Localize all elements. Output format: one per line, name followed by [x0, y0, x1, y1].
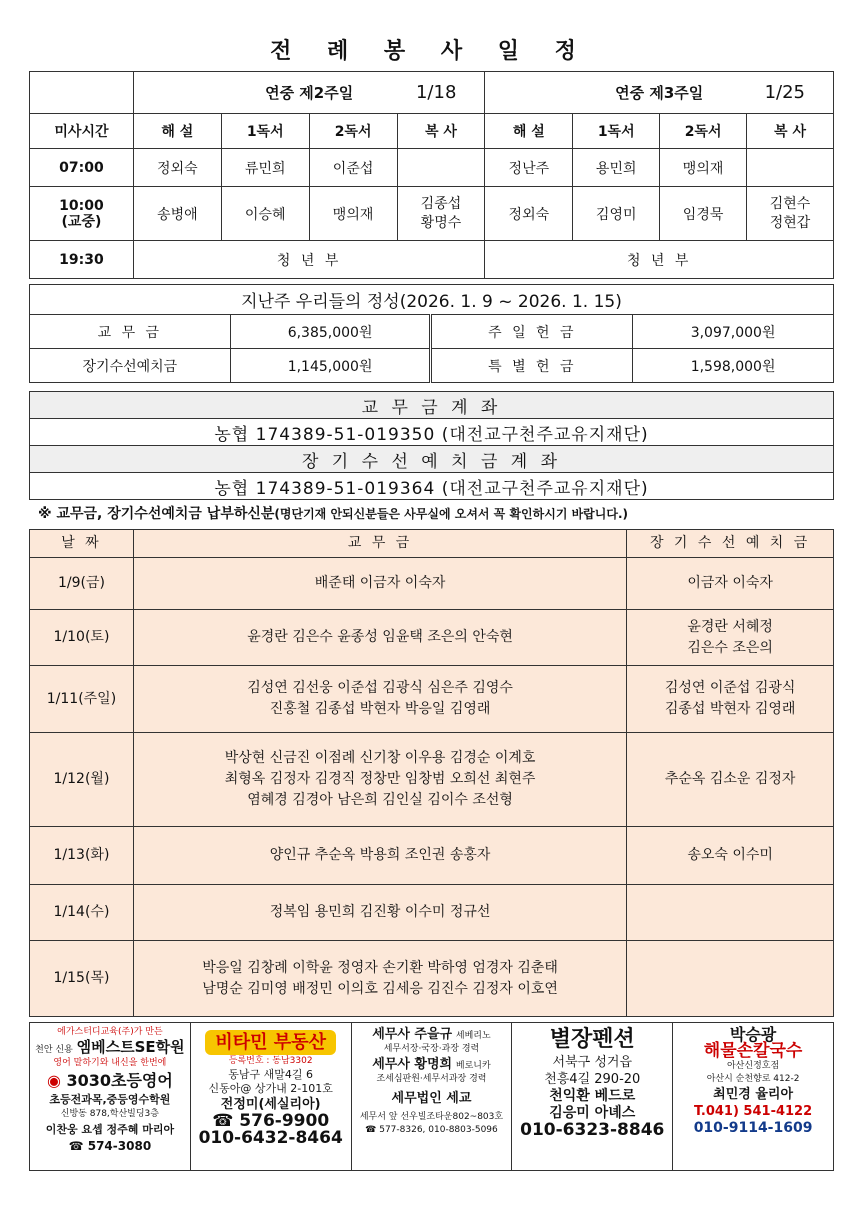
- donor-date: 1/11(주일): [30, 666, 134, 733]
- donor-date: 1/15(목): [30, 941, 134, 1017]
- col-date: 날 짜: [30, 530, 134, 558]
- donor-tithe: 윤경란 김은수 윤종성 임윤택 조은의 안숙현: [133, 610, 626, 666]
- academy-logo-icon: ◉: [46, 1071, 61, 1090]
- ad-realestate: 비타민 부동산 등록번호 : 동남3302 동남구 새말4길 6 신동아@ 상가내 2-101호 전정미(세실리아) ☎ 576-9900 010-6432-8464: [190, 1023, 351, 1171]
- cell: 류민희: [221, 149, 309, 187]
- col-time: 미사시간: [30, 114, 134, 149]
- col-reading2: 2독서: [309, 114, 397, 149]
- cell: 이준섭: [309, 149, 397, 187]
- col-reading1: 1독서: [221, 114, 309, 149]
- donor-date: 1/10(토): [30, 610, 134, 666]
- week2-header: 연중 제3주일 1/25: [485, 72, 834, 114]
- donor-repair: 추순옥 김소운 김정자: [627, 733, 834, 827]
- donor-date: 1/13(화): [30, 827, 134, 885]
- account-number: 농협 174389-51-019364 (대전교구천주교유지재단): [30, 473, 834, 500]
- account-number: 농협 174389-51-019350 (대전교구천주교유지재단): [30, 419, 834, 446]
- col-commentary: 해 설: [133, 114, 221, 149]
- donor-notice: ※ 교무금, 장기수선예치금 납부하신분(명단기재 안되신분들은 사무실에 오셔서 꼭 확인하시기 바랍니다.): [38, 506, 629, 522]
- cell: 임경묵: [660, 187, 747, 241]
- week1-header: 연중 제2주일 1/18: [133, 72, 485, 114]
- cell: 이승혜: [221, 187, 309, 241]
- cell: 맹의재: [660, 149, 747, 187]
- offering-label: 주 일 헌 금: [431, 315, 633, 349]
- empty-corner: [30, 72, 134, 114]
- offering-value: 6,385,000원: [230, 315, 431, 349]
- offering-label: 교 무 금: [30, 315, 231, 349]
- donor-tithe: 박상현 신금진 이점례 신기창 이우용 김경순 이계호 최형옥 김정자 김경직 정창만 임창범 오희선 최현주 염혜경 김경아 남은희 김인실 김이수 조선형: [133, 733, 626, 827]
- donor-repair: 이금자 이숙자: [627, 558, 834, 610]
- account-title: 교 무 금 계 좌: [30, 392, 834, 419]
- donor-repair: [627, 885, 834, 941]
- cell: [397, 149, 485, 187]
- cell: 김종섭 황명수: [397, 187, 485, 241]
- col-repair-fund: 장 기 수 선 예 치 금: [627, 530, 834, 558]
- mass-time: 19:30: [30, 241, 134, 279]
- donor-tithe: 김성연 김선웅 이준섭 김광식 심은주 김영수 진홍철 김종섭 박현자 박응일 김영래: [133, 666, 626, 733]
- ad-academy: 에가스터디교육(주)가 만든 천안 신용 엠베스트SE학원 영어 말하기와 내신을 한번에 ◉ 3030초등영어 초등전과목,중등영수학원 신방동 878,학산빌딩3층 이찬웅 요셉 정주혜 마리아 ☎ 574-3080: [30, 1023, 191, 1171]
- cell: 용민희: [573, 149, 660, 187]
- offering-label: 장기수선예치금: [30, 349, 231, 383]
- account-table: [29, 391, 834, 500]
- cell: 송병애: [133, 187, 221, 241]
- cell: 정외숙: [133, 149, 221, 187]
- donor-date: 1/14(수): [30, 885, 134, 941]
- liturgy-schedule-table: [29, 71, 834, 279]
- cell: 김영미: [573, 187, 660, 241]
- offering-value: 1,598,000원: [633, 349, 834, 383]
- donor-repair: 김성연 이준섭 김광식 김종섭 박현자 김영래: [627, 666, 834, 733]
- cell: 정난주: [485, 149, 573, 187]
- col-commentary: 해 설: [485, 114, 573, 149]
- cell: 정외숙: [485, 187, 573, 241]
- ad-pension: 별장펜션 서북구 성거읍 천흥4길 290-20 천익환 베드로 김응미 아녜스 010-6323-8846: [512, 1023, 673, 1171]
- offering-value: 1,145,000원: [230, 349, 431, 383]
- donor-repair: 송오숙 이수미: [627, 827, 834, 885]
- donor-date: 1/9(금): [30, 558, 134, 610]
- donor-repair: 윤경란 서혜정 김은수 조은의: [627, 610, 834, 666]
- donor-tithe: 양인규 추순옥 박용희 조인권 송홍자: [133, 827, 626, 885]
- offering-title: 지난주 우리들의 정성(2026. 1. 9 ~ 2026. 1. 15): [30, 285, 834, 315]
- donor-table: [29, 529, 834, 1017]
- mass-time: 10:00 (교중): [30, 187, 134, 241]
- ad-noodle: 박승광 해물손칼국수 아산신정호점 아산시 순천향로 412-2 최민경 율리아 T.041) 541-4122 010-9114-1609: [673, 1023, 834, 1171]
- donor-date: 1/12(월): [30, 733, 134, 827]
- col-reading2: 2독서: [660, 114, 747, 149]
- offering-table: [29, 284, 834, 383]
- col-server: 복 사: [397, 114, 485, 149]
- youth-cell: 청 년 부: [485, 241, 834, 279]
- col-reading1: 1독서: [573, 114, 660, 149]
- account-title: 장 기 수 선 예 치 금 계 좌: [30, 446, 834, 473]
- cell: 김현수 정현갑: [747, 187, 834, 241]
- ads-table: [29, 1022, 834, 1171]
- cell: 맹의재: [309, 187, 397, 241]
- donor-tithe: 정복임 용민희 김진황 이수미 정규선: [133, 885, 626, 941]
- col-tithe: 교 무 금: [133, 530, 626, 558]
- donor-repair: [627, 941, 834, 1017]
- col-server: 복 사: [747, 114, 834, 149]
- cell: [747, 149, 834, 187]
- offering-label: 특 별 헌 금: [431, 349, 633, 383]
- offering-value: 3,097,000원: [633, 315, 834, 349]
- mass-time: 07:00: [30, 149, 134, 187]
- donor-tithe: 박응일 김창례 이학윤 정영자 손기환 박하영 엄경자 김춘태 남명순 김미영 배정민 이의호 김세응 김진수 김정자 이호연: [133, 941, 626, 1017]
- ad-tax: 세무사 주을규 세베리노 세무서장·국장·과장 경력 세무사 황명희 베로니카 조세심판원·세무서과장 경력 세무법인 세교 세무서 앞 선우빌조타운802~803호 ☎ 577-8326, 010-8803-5096: [351, 1023, 512, 1171]
- page-title: 전 례 봉 사 일 정: [270, 39, 590, 64]
- youth-cell: 청 년 부: [133, 241, 485, 279]
- donor-tithe: 배준태 이금자 이숙자: [133, 558, 626, 610]
